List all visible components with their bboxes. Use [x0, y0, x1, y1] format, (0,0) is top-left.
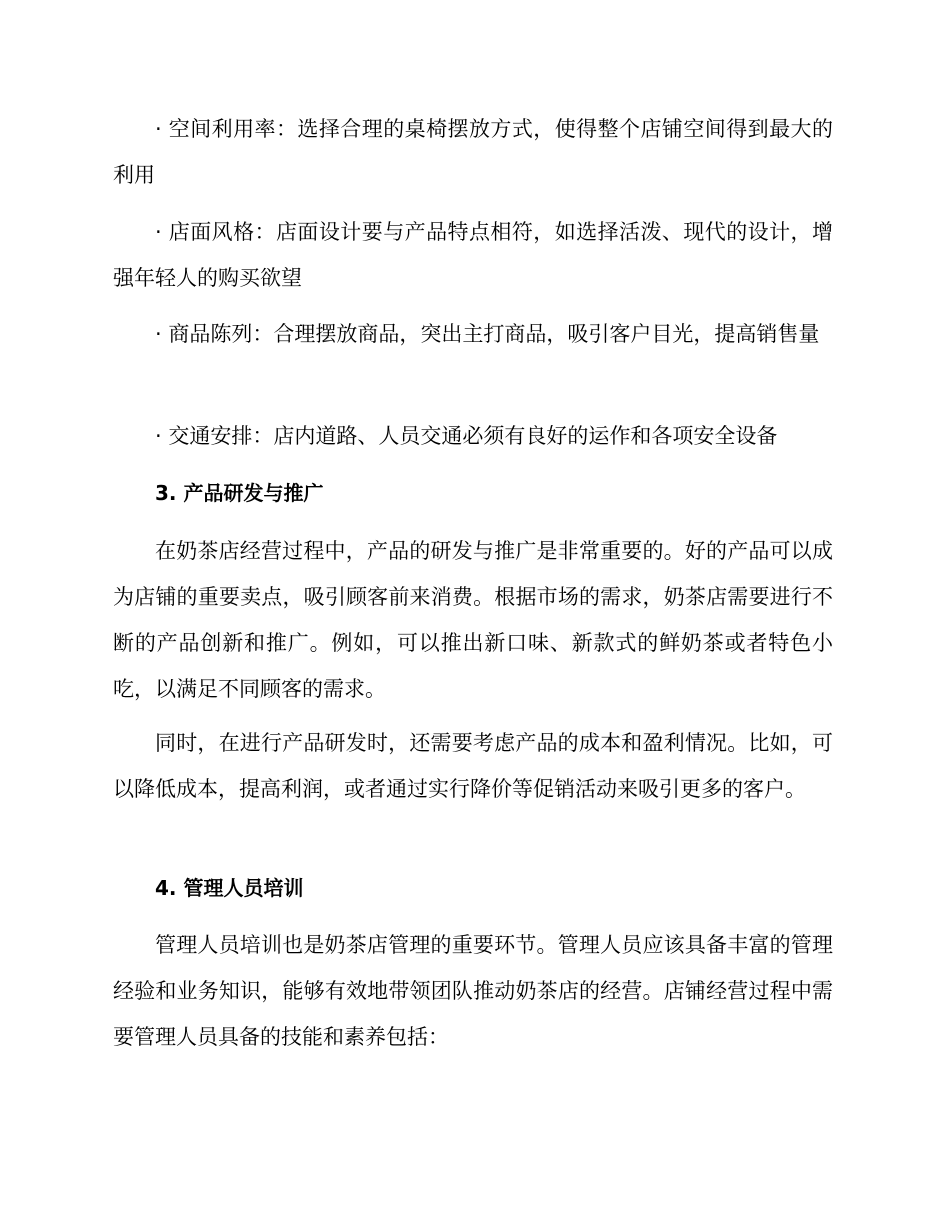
bullet-store-style: · 店面风格：店面设计要与产品特点相符，如选择活泼、现代的设计，增强年轻人的购买欲望: [113, 220, 833, 290]
bullet-merchandise-display: · 商品陈列：合理摆放商品，突出主打商品，吸引客户目光，提高销售量: [155, 322, 820, 346]
paragraph-product-rd-2: 同时，在进行产品研发时，还需要考虑产品的成本和盈利情况。比如，可以降低成本，提高利润，或者通过实行降价等促销活动来吸引更多的客户。: [113, 731, 833, 801]
paragraph-product-rd-1: 在奶茶店经营过程中，产品的研发与推广是非常重要的。好的产品可以成为店铺的重要卖点，吸引顾客前来消费。根据市场的需求，奶茶店需要进行不断的产品创新和推广。例如，可以推出新口味、新款式的鲜奶茶或者特色小吃，以满足不同顾客的需求。: [113, 539, 833, 701]
section-heading-manager-training: 4. 管理人员培训: [155, 876, 304, 900]
section-heading-product-rd: 3. 产品研发与推广: [155, 481, 324, 505]
bullet-traffic-arrangement: · 交通安排：店内道路、人员交通必须有良好的运作和各项安全设备: [155, 424, 778, 448]
bullet-space-utilization: · 空间利用率：选择合理的桌椅摆放方式，使得整个店铺空间得到最大的利用: [113, 117, 833, 187]
paragraph-manager-training: 管理人员培训也是奶茶店管理的重要环节。管理人员应该具备丰富的管理经验和业务知识，能够有效地带领团队推动奶茶店的经营。店铺经营过程中需要管理人员具备的技能和素养包括：: [113, 933, 833, 1049]
